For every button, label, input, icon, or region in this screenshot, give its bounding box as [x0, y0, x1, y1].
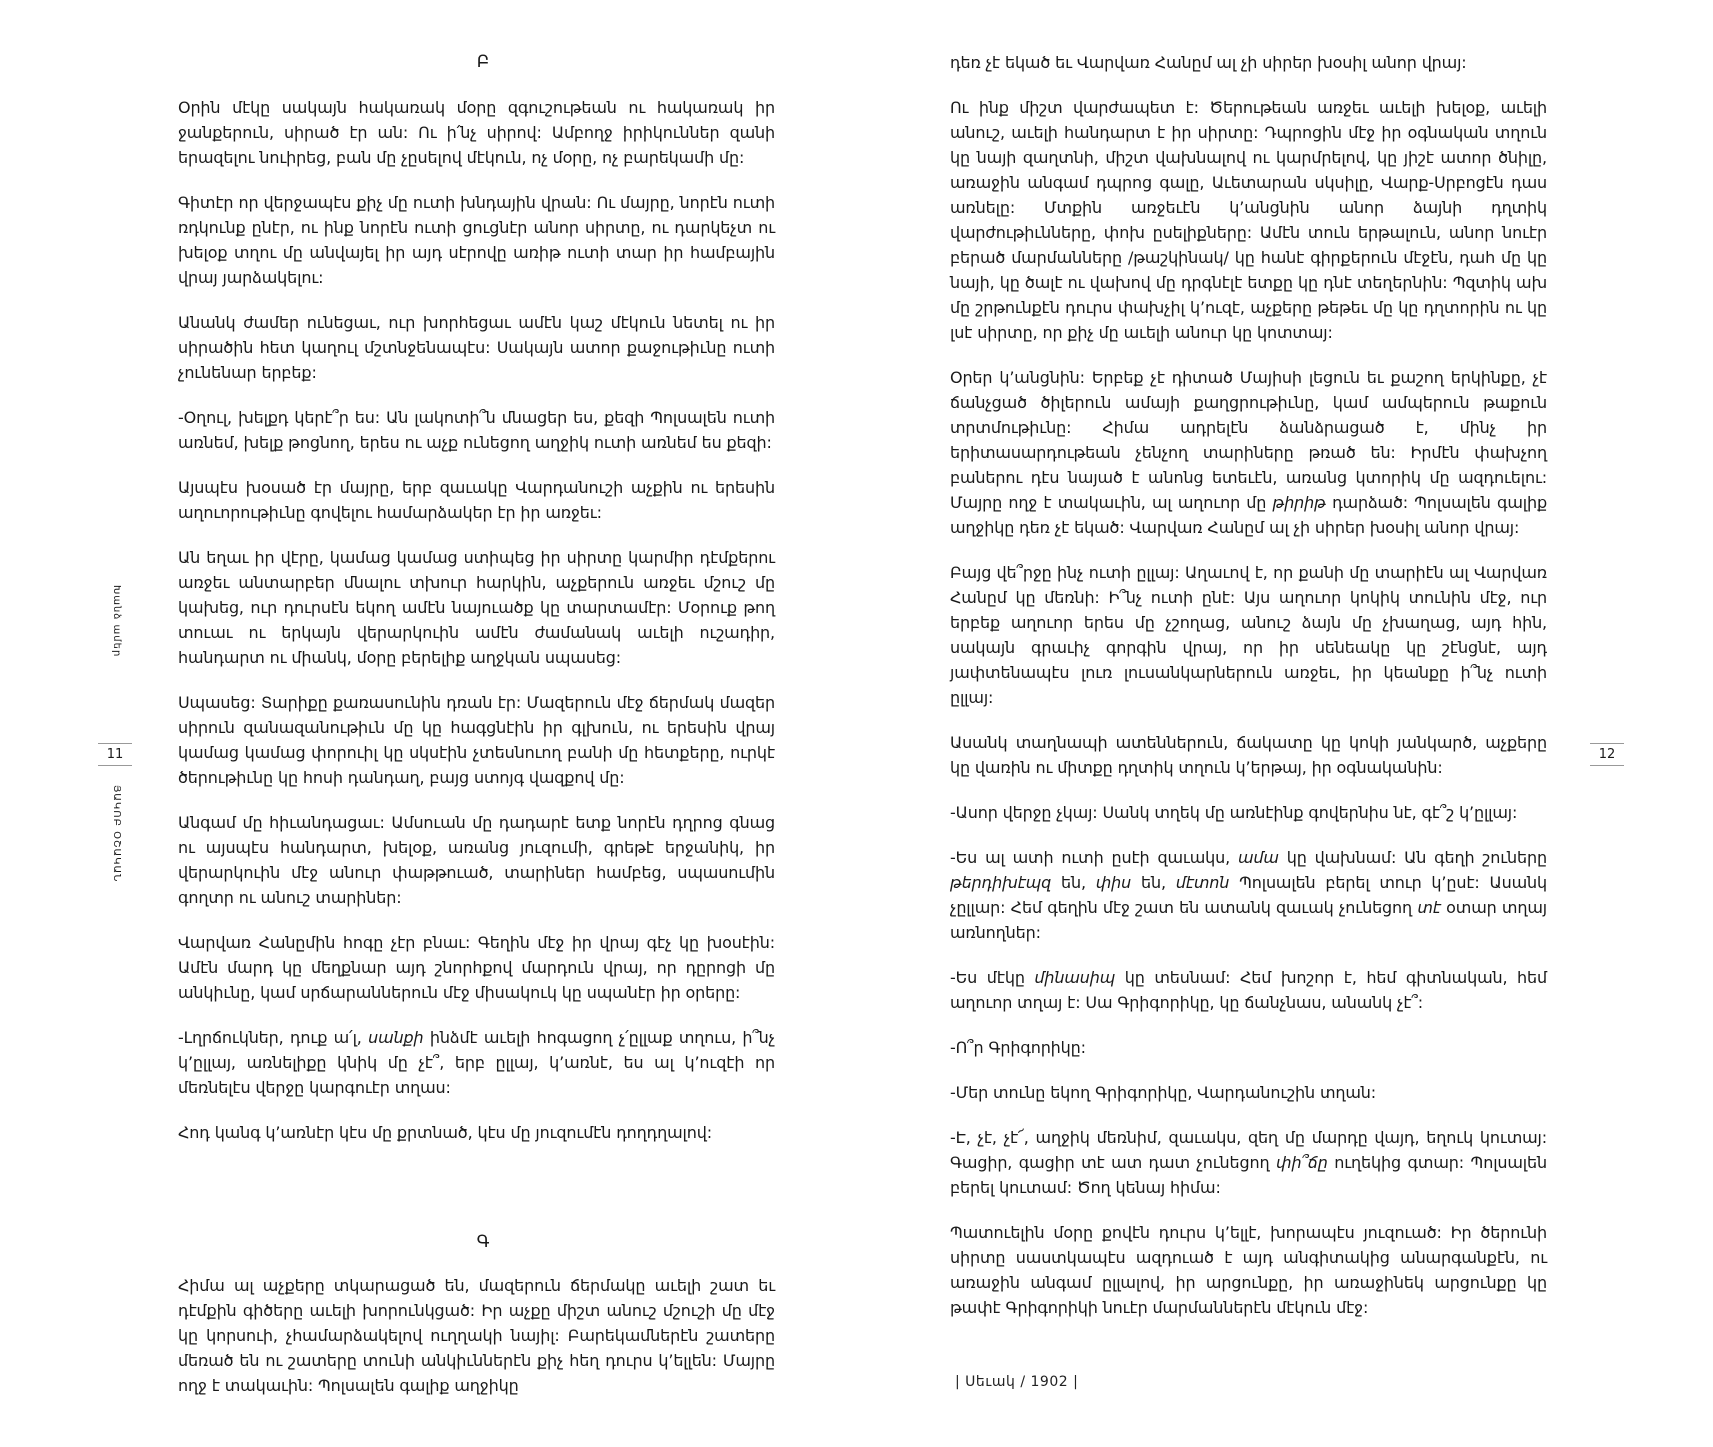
footer-signature: | Սեւակ / 1902 | [955, 1374, 1079, 1390]
left-paragraph-10: -Լղրճուկներ, դուք ա՛լ, սանքի ինձմէ աւելի հոգացող չ՛ըլլաք տղուս, ի՞նչ կ’ըլլայ, առնելիքը կնիկ մը չէ՞, երբ ըլլայ, կ’առնէ, ես ալ կ’ուզէի որ մեռնելէս վերջը կարգուէր տղաս: [178, 1028, 775, 1097]
section-heading-b: Բ [476, 52, 490, 72]
right-paragraph-6: -Ասոր վերջը չկայ: Սանկ տղեկ մը առնէինք գովերնիս նէ, գէ՞շ կ’ըլլայ: [950, 803, 1518, 822]
section-heading-g: Գ [476, 1232, 490, 1252]
right-paragraph-9: -Ո՞ր Գրիգորիկը: [950, 1038, 1086, 1057]
left-paragraph-12: Հիմա ալ աչքերը տկարացած են, մազերուն ճերմակը աւելի շատ եւ դէմքին գիծերը աւելի խորունկցած: Իր աչքը միշտ անուշ մշուշի մը մէջ կը կորսուի, չհամարձակելով ուղղակի նայիլ: Բարեկամներէն շատերը մեռած են ու շատերը տունի անկիւններէն քիչ հեղ դուրս կ’ելլեն: Մայրը ողջ է տակաւին: Պոլսալեն գալիք աղջիկը [178, 1276, 775, 1395]
running-head-left [102, 585, 132, 925]
right-paragraph-11: -Է, չէ, չէ՜, աղջիկ մեռնիմ, զաւակս, զեղ մը մարդը վայդ, եղուկ կուտայ: Գացիր, գացիր տէ ատ դատ չունեցող փի՞ճը ուղեկից գտար: Պոլսալեն բերել կուտամ: Ծող կենայ հիմա: [950, 1128, 1547, 1197]
left-paragraph-9: Վարվառ Հանըմին հոգը չէր բնաւ: Գեղին մէջ իր վրայ գէչ կը խօսէին: Ամէն մարդ կը մեղքնար այդ շնորհքով մարդուն վրայ, որ դըրոցի մը անկիւնը, կամ սրճարաններուն մէջ միսակուկ կը սպանէր իր օրերը: [178, 933, 775, 1002]
right-page [857, 0, 1713, 1447]
right-paragraph-2: Ու ինք միշտ վարժապետ է: Ծերութեան առջեւ աւելի խելօք, աւելի անուշ, աւելի հանդարտ է իր սիրտը: Դպրոցին մէջ իր օգնական տղուն կը նայի զաղտնի, միշտ վախնալով ու կարմրելով, կը յիշէ ատոր ծնիլը, առաջին անգամ դպրոց գալը, Աւետարան սկսիլը, Վարք-Սրբոցէն դաս առնելը: Մտքին առջեւէն կ’անցնին անոր ձայնի դղտիկ վարժութիւնները, փոխ ըսելիքները: Ամէն տուն երթալուն, անոր նուէր բերած մարմանները /թաշկինակ/ կը հանէ գիրքերուն մէջէն, դահ մը կը նայի, կը ծալէ ու վախով մը դրգնէլէ ետքը կը դնէ տեղերնին: Պզտիկ ախ մը շրթունքէն դուրս փախչիլ կ’ուզէ, աչքերը թեթեւ մը կը դղտորին ու կը լսէ սիրտը, որ քիչ մը աւելի անուր կը կոտտայ: [950, 98, 1547, 342]
page-number-right: 12 [1590, 743, 1624, 766]
right-paragraph-5: Ասանկ տաղնապի ատեններուն, ճակատը կը կոկի յանկարծ, աչքերը կը վառին ու միտքը դղտիկ տղուն կ’երթայ, իր օգնականին: [950, 733, 1547, 777]
page-number-left: 11 [98, 743, 132, 766]
left-paragraph-8: Անգամ մը հիւանդացաւ: Ամսուան մը դադարէ ետք նորէն դղրոց գնաց ու այսպէս հանդարտ, խելօք, առանց յուզումի, գրեթէ երջանիկ, իր վերարկուին մէջ անուր փաթթուած, տարիներ համբեց, սպասումին գողտր ու անուշ տարիներ: [178, 813, 775, 907]
right-paragraph-3: Օրեր կ’անցնին: Երբեք չէ դիտած Մայիսի լեցուն եւ քաշող երկինքը, չէ ճանչցած ծիլերուն ամայի քաղցրութիւնը, կամ ամպերուն թաքուն տրտմութիւնը: Հիմա ադրելէն ձանձրացած է, մինչ իր երիտասարդութեան չենչող տարիները թռած են: Իրմէն փախչող բաներու դէս նայած է անոնց ետեւէն, առանց կտորիկ մը ազդուելու: Մայրը ողջ է տակաւին, ալ աղուոր մը թիրիթ դարձած: Պոլսալեն գալիք աղջիկը դեռ չէ եկած: Վարվառ Հանըմ ալ չի սիրեր խօսիլ անոր վրայ: [950, 368, 1547, 537]
right-paragraph-7: -Ես ալ ատի ուտի ըսէի զաւակս, ամա կը վախնամ: Ան գեղի շուները թերդիխէպզ են, փիս են, մէտոն Պոլսալեն բերել տուր կ’ըսէ: Ասանկ չըլլար: Հեմ գեղին մէջ շատ են ատանկ զաւակ չունեցող տէ օտար տղայ առնողներ: [950, 848, 1547, 942]
right-paragraph-10: -Մեր տունը եկող Գրիգորիկը, Վարդանուշին տղան: [950, 1083, 1377, 1102]
left-paragraph-2: Գիտէր որ վերջապէս քիչ մը ուտի խնդային վրան: Ու մայրը, նորէն ուտի ռդկունք ընէր, ու ինք նորէն ուտի ցուցնէր անոր սիրտը, ու դարկեչտ ու խելօք տղու մը անվայել իր այդ սէրովը առիթ ուտի տար իր համբային վրայ յարձակելու: [178, 193, 775, 287]
running-head-author: ՅԱԿՈԲ ՕՇԱԿԱՆ [111, 785, 122, 883]
running-head-title: Խանձ ամեր [111, 585, 122, 658]
right-paragraph-1: դեռ չէ եկած եւ Վարվառ Հանըմ ալ չի սիրեր խօսիլ անոր վրայ: [950, 53, 1467, 72]
left-paragraph-5: Այսպէս խօսած էր մայրը, երբ զաւակը Վարդանուշի աչքին ու երեսին աղուորութիւնը գովելու համարձակեր էր իր առջեւ: [178, 478, 775, 522]
left-paragraph-6: Ան եղաւ իր վէրը, կամաց կամաց ստիպեց իր սիրտը կարմիր դէմքերու առջեւ անտարբեր մնալու տխուր հարկին, աչքերուն առջեւ մշուշ մը կախեց, ուր դուրսէն եկող ամէն նայուածք կը տարտամէր: Մօրուք թող տուաւ ու երկայն վերարկուին ամէն ժամանակ աւելի ուշադիր, հանդարտ ու միանկ, մօրը բերելիք աղջկան սպասեց: [178, 548, 775, 667]
right-text-column [950, 50, 1547, 1340]
right-paragraph-12: Պատուելին մօրը քովէն դուրս կ’ելլէ, խորապէս յուզուած: Իր ծերունի սիրտը սաստկապէս ազդուած է այդ անգիտակից անարգանքէն, ու առաջին անգամ ըլլալով, իր արցունքը, իր առաջինեկ արցունքը կը թափէ Գրիգորիկի նուէր մարմաններէն մէկուն մէջ: [950, 1223, 1547, 1317]
right-paragraph-8: -Ես մէկը մինասիպ կը տեսնամ: Հեմ խոշոր է, հեմ գիտնական, հեմ աղուոր տղայ է: Սա Գրիգորիկը, կը ճանչնաս, անանկ չէ՞: [950, 968, 1548, 1012]
left-paragraph-3: Անանկ ժամեր ունեցաւ, ուր խորհեցաւ ամէն կաշ մէկուն նետել ու իր սիրածին հետ կաղուլ մշտնջենապէս: Սակայն ատոր քաջութիւնը ուտի չունենար երբեք: [178, 313, 775, 382]
left-paragraph-4: -Օղուլ, խելքդ կերէ՞ր ես: Ան լակոտի՞ն մնացեր ես, քեզի Պոլսալեն ուտի առնեմ, խելք թոցնող, երես ու աչք ունեցող աղջիկ ուտի առնեմ ես քեզի: [178, 408, 775, 452]
left-paragraph-7: Սպասեց: Տարիքը քառասունին դռան էր: Մազերուն մէջ ճերմակ մազեր սիրուն զանազանութիւն մը կը հագցնէին իր գլխուն, ու երեսին վրայ կամաց կամաց փորուիլ կը սկսէին չտեսնուող բանի մը հետքերը, ուրկէ ծերութիւնը կը հոսի դանդաղ, բայց ստոյգ վազքով մը: [178, 693, 775, 787]
left-text-column-2 [178, 1273, 775, 1418]
left-paragraph-1: Օրին մէկը սակայն հակառակ մօրը զգուշութեան ու հակառակ իր ջանքերուն, սիրած էր ան: Ու ի՛նչ սիրով: Ամբողջ իրիկուններ զանի երազելու նուիրեց, բան մը չըսելով մէկուն, ոչ մօրը, ոչ բարեկամի մը: [178, 98, 775, 167]
left-page [0, 0, 856, 1447]
right-paragraph-4: Բայց վե՞րջը ինչ ուտի ըլլայ: Աղաւով է, որ քանի մը տարիէն ալ Վարվառ Հանըմ կը մեռնի: Ի՞նչ ուտի ընէ: Այս աղուոր կոկիկ տունին մէջ, ուր երբեք աղուոր երես մը չշողաց, անուշ ձայն մը չխաղաց, այդ հին, սակայն գրաւիչ գորգին վրայ, որ իր սենեակը կը շէնցնէ, այդ յափտենապէս լուռ լուսանկարներուն առջեւ, իր կեանքը ի՞նչ ուտի ըլլայ: [950, 563, 1547, 707]
left-paragraph-11: Հոդ կանգ կ’առնէր կէս մը քրտնած, կէս մը յուզումէն դողդղալով: [178, 1123, 712, 1142]
left-text-column [178, 95, 775, 1165]
